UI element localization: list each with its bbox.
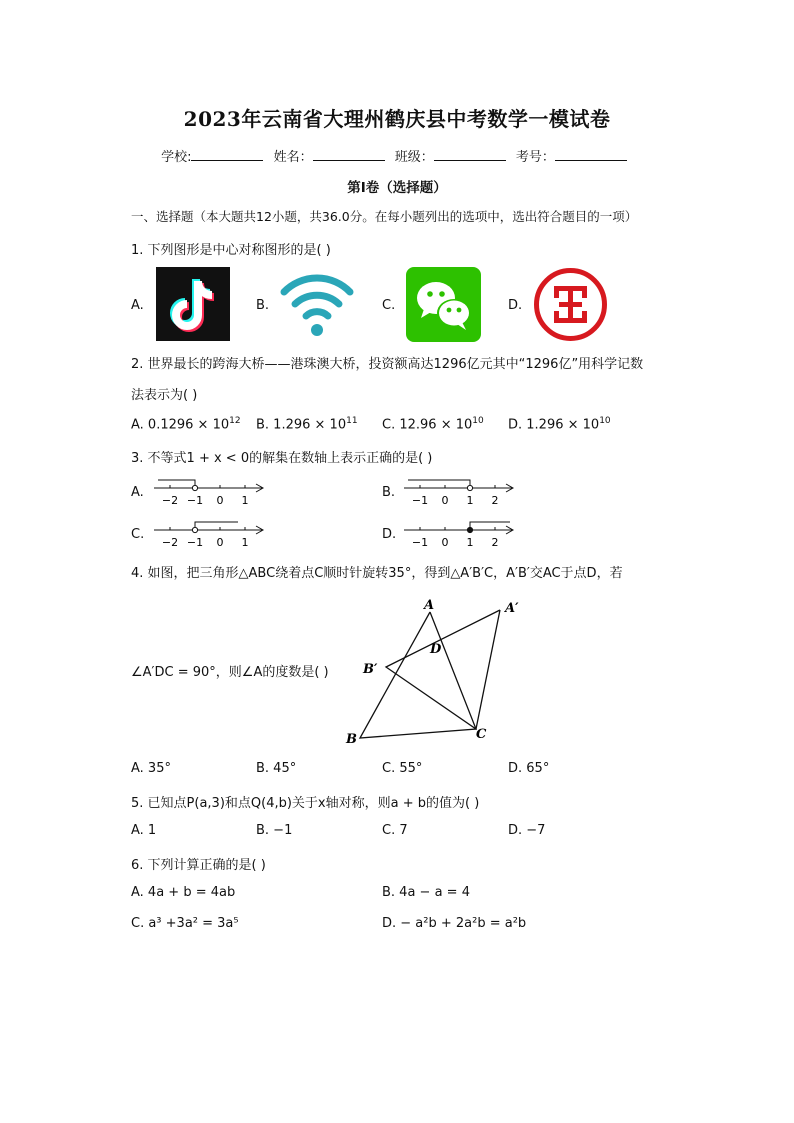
q3-number-line-c: [150, 518, 270, 552]
q5-option-b: B. −1: [256, 823, 293, 838]
q5-option-d: D. −7: [508, 823, 546, 838]
q5-option-c: C. 7: [382, 823, 408, 838]
tick-label: −1: [411, 494, 429, 507]
tick-label: 1: [241, 536, 249, 549]
q2-option-a-text: A. 0.1296 × 10: [131, 417, 230, 433]
question-4-stem: 4. 如图，把三角形△ABC绕着点C顺时针旋转35°，得到△A′B′C，A′B′交AC于点D，若: [131, 566, 623, 581]
q3-option-c-label: C.: [131, 527, 145, 542]
tick-label: 1: [466, 536, 474, 549]
q2-option-b: [256, 416, 358, 432]
icbc-icon: [532, 266, 609, 343]
exam-no-blank[interactable]: [555, 148, 627, 161]
question-2-stem-line1: 2. 世界最长的跨海大桥——港珠澳大桥，投资额高达1296亿元其中“1296亿”用科学记数: [131, 357, 644, 372]
tick-label: 2: [491, 494, 499, 507]
question-6-stem: 6. 下列计算正确的是( ): [131, 858, 266, 873]
vertex-label-d: D: [430, 642, 442, 657]
tick-label: −2: [161, 536, 179, 549]
q2-option-d-exp: 10: [599, 416, 611, 426]
tick-label: −1: [186, 494, 204, 507]
exam-no-label: 考号：: [515, 150, 555, 165]
tick-label: −1: [411, 536, 429, 549]
q2-option-a-exp: 12: [229, 416, 241, 426]
class-label: 班级：: [394, 150, 434, 165]
tiktok-icon: [156, 267, 230, 341]
q2-option-b-text: B. 1.296 × 10: [256, 417, 347, 433]
q6-option-d: D. − a²b + 2a²b = a²b: [382, 916, 527, 931]
tick-label: 0: [441, 536, 449, 549]
tick-label: 0: [216, 494, 224, 507]
q3-option-a-label: A.: [131, 485, 144, 500]
q6-option-a: A. 4a + b = 4ab: [131, 885, 236, 900]
part-title: 第I卷（选择题）: [347, 180, 447, 196]
q1-option-b-label: B.: [256, 298, 270, 313]
tick-label: 0: [441, 494, 449, 507]
q2-option-d: [508, 416, 611, 432]
q2-option-c-exp: 10: [472, 416, 484, 426]
school-label: 学校:: [161, 150, 192, 165]
class-blank[interactable]: [434, 148, 506, 161]
tick-label: 1: [241, 494, 249, 507]
question-5-stem: 5. 已知点P(a,3)和点Q(4,b)关于x轴对称，则a + b的值为( ): [131, 796, 480, 811]
tick-label: −2: [161, 494, 179, 507]
vertex-label-a: A: [424, 598, 435, 613]
q2-option-b-exp: 11: [346, 416, 358, 426]
q1-option-d-label: D.: [508, 298, 523, 313]
vertex-label-c: C: [476, 727, 487, 742]
q3-number-line-a: [150, 476, 270, 510]
tick-label: 2: [491, 536, 499, 549]
q2-option-a: [131, 416, 241, 432]
q2-option-c-text: C. 12.96 × 10: [382, 417, 473, 433]
vertex-label-b-prime: B′: [363, 662, 378, 677]
q2-option-d-text: D. 1.296 × 10: [508, 417, 600, 433]
vertex-label-b: B: [346, 732, 357, 747]
school-blank[interactable]: [191, 148, 263, 161]
q6-option-c: C. a³ +3a² = 3a⁵: [131, 916, 239, 931]
q4-option-a: A. 35°: [131, 761, 171, 776]
q4-option-d: D. 65°: [508, 761, 550, 776]
question-3-stem: 3. 不等式1 + x < 0的解集在数轴上表示正确的是( ): [131, 451, 433, 466]
name-blank[interactable]: [313, 148, 385, 161]
question-4-stem-cont: ∠A′DC = 90°，则∠A的度数是( ): [131, 665, 329, 680]
q2-option-c: [382, 416, 484, 432]
vertex-label-a-prime: A′: [505, 601, 519, 616]
question-2-stem-line2: 法表示为( ): [131, 388, 198, 403]
q4-triangle-figure: [340, 592, 540, 752]
q3-number-line-b: [400, 476, 520, 510]
tick-label: 1: [466, 494, 474, 507]
q6-option-b: B. 4a − a = 4: [382, 885, 470, 900]
q1-option-a-label: A.: [131, 298, 144, 313]
question-1-stem: 1. 下列图形是中心对称图形的是( ): [131, 243, 331, 258]
wifi-icon: [278, 268, 356, 340]
q4-option-c: C. 55°: [382, 761, 423, 776]
student-info-line: [0, 146, 794, 165]
tick-label: −1: [186, 536, 204, 549]
wechat-icon: [406, 267, 481, 342]
q5-option-a: A. 1: [131, 823, 157, 838]
q4-option-b: B. 45°: [256, 761, 297, 776]
q3-option-d-label: D.: [382, 527, 397, 542]
q1-option-c-label: C.: [382, 298, 396, 313]
q3-number-line-d: [400, 518, 520, 552]
page-title: 2023年云南省大理州鹤庆县中考数学一模试卷: [183, 107, 611, 131]
q3-option-b-label: B.: [382, 485, 396, 500]
section-title: 一、选择题（本大题共12小题，共36.0分。在每小题列出的选项中，选出符合题目的一项）: [131, 209, 638, 224]
tick-label: 0: [216, 536, 224, 549]
name-label: 姓名：: [273, 150, 313, 165]
